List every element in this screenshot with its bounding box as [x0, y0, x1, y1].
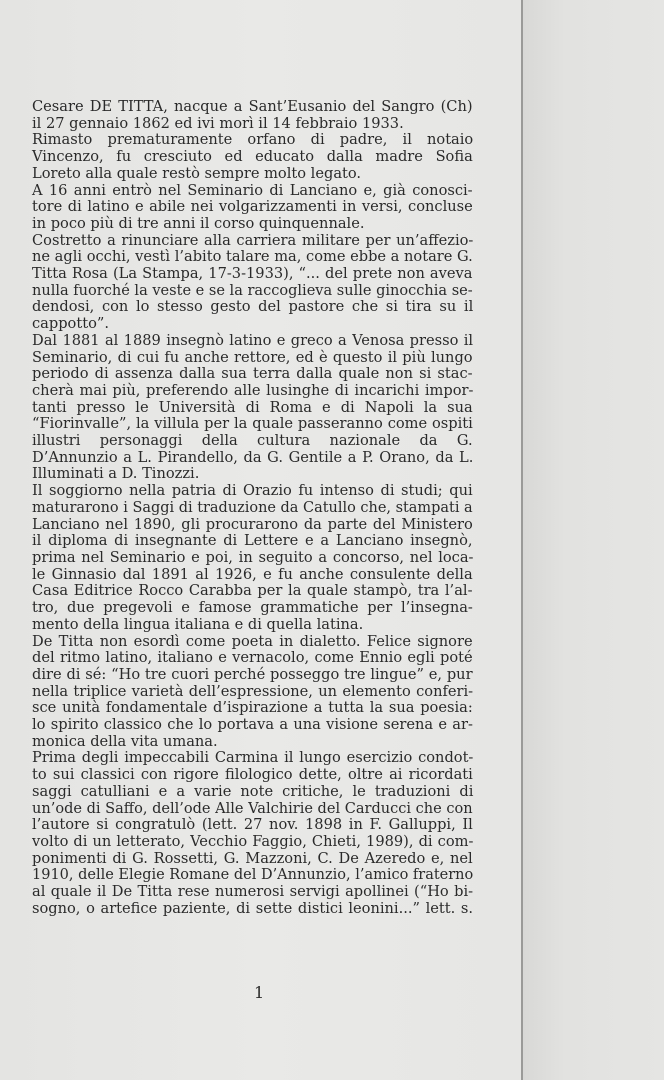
text-line: nulla fuorché la veste e se la raccoglieva sulle ginocchia se-: [32, 281, 473, 299]
text-line: Prima degli impeccabili Carmina il lungo esercizio condot-: [32, 749, 474, 767]
text-line: saggi catulliani e a varie note critiche, le traduzioni di: [32, 782, 474, 800]
paragraph-seminary: [32, 183, 473, 233]
text-line: “Fiorinvalle”, la villula per la quale passeranno come ospiti: [32, 415, 473, 433]
text-line: lo spirito classico che lo portava a una visione serena e ar-: [32, 716, 473, 734]
text-line: il diploma di insegnante di Lettere e a Lanciano insegnò,: [32, 532, 473, 550]
paragraph-translations: [32, 750, 473, 917]
text-line: dendosi, con lo stesso gesto del pastore che si tira su il: [32, 298, 474, 316]
text-line: ponimenti di G. Rossetti, G. Mazzoni, C. De Azeredo e, nel: [32, 849, 473, 867]
text-line: Cesare DE TITTA, nacque a Sant’Eusanio del Sangro (Ch): [32, 98, 473, 115]
text-line: prima nel Seminario e poi, in seguito a concorso, nel loca-: [32, 548, 474, 566]
paragraph-orphan: [32, 132, 473, 182]
text-line: mento della lingua italiana e di quella latina.: [32, 615, 364, 633]
text-line: Costretto a rinunciare alla carriera militare per un’affezio-: [32, 231, 474, 249]
paragraph-poet: [32, 634, 473, 751]
text-line: il 27 gennaio 1862 ed ivi morì il 14 febbraio 1933.: [32, 114, 404, 132]
paragraph-birth: [32, 99, 473, 132]
text-line: tro, due pregevoli e famose grammatiche per l’insegna-: [32, 599, 473, 617]
text-line: cherà mai più, preferendo alle lusinghe di incarichi impor-: [32, 381, 474, 399]
text-line: De Titta non esordì come poeta in dialetto. Felice signore: [32, 632, 473, 650]
text-line: Dal 1881 al 1889 insegnò latino e greco a Venosa presso il: [32, 331, 474, 349]
text-line: sogno, o artefice paziente, di sette distici leonini...” lett. s.: [32, 899, 474, 917]
text-line: to sui classici con rigore filologico dette, oltre ai ricordati: [32, 766, 473, 784]
text-line: Titta Rosa (La Stampa, 17-3-1933), “... del prete non aveva: [32, 265, 473, 283]
text-line: Illuminati a D. Tinozzi.: [32, 465, 200, 483]
text-line: in poco più di tre anni il corso quinquennale.: [32, 214, 365, 232]
text-line: tanti presso le Università di Roma e di Napoli la sua: [32, 398, 473, 416]
text-line: nella triplice varietà dell’espressione, un elemento conferi-: [32, 682, 474, 700]
text-line: periodo di assenza dalla sua terra dalla quale non si stac-: [32, 365, 473, 383]
paragraph-venosa: [32, 333, 473, 483]
text-line: illustri personaggi della cultura nazionale da G.: [32, 432, 473, 450]
text-line: maturarono i Saggi di traduzione da Catullo che, stampati a: [32, 498, 473, 516]
text-line: dire di sé: “Ho tre cuori perché posseggo tre lingue” e, pur: [32, 665, 473, 683]
text-line: Lanciano nel 1890, gli procurarono da parte del Ministero: [32, 515, 473, 533]
text-line: D’Annunzio a L. Pirandello, da G. Gentile a P. Orano, da L.: [32, 448, 474, 466]
paragraph-priesthood: [32, 233, 473, 333]
biography-text: [32, 99, 473, 917]
text-line: Casa Editrice Rocco Carabba per la quale stampò, tra l’al-: [32, 582, 473, 600]
text-line: ne agli occhi, vestì l’abito talare ma, come ebbe a notare G.: [32, 248, 473, 266]
text-line: sce unità fondamentale d’ispirazione a tutta la sua poesia:: [32, 699, 473, 717]
text-line: un’ode di Saffo, dell’ode Alle Valchirie del Carducci che con: [32, 799, 473, 817]
text-line: del ritmo latino, italiano e vernacolo, come Ennio egli poté: [32, 649, 473, 667]
text-line: 1910, delle Elegie Romane del D’Annunzio, l’amico fraterno: [32, 866, 474, 884]
text-line: l’autore si congratulò (lett. 27 nov. 1898 in F. Galluppi, Il: [32, 816, 473, 834]
text-line: Loreto alla quale restò sempre molto legato.: [32, 164, 362, 182]
text-line: A 16 anni entrò nel Seminario di Lanciano e, già conosci-: [32, 181, 473, 199]
text-line: volto di un letterato, Vecchio Faggio, Chieti, 1989), di com-: [32, 832, 474, 850]
paragraph-lanciano: [32, 483, 473, 633]
text-line: tore di latino e abile nei volgarizzamenti in versi, concluse: [32, 198, 473, 216]
text-line: le Ginnasio dal 1891 al 1926, e fu anche consulente della: [32, 565, 473, 583]
text-line: Vincenzo, fu cresciuto ed educato dalla madre Sofia: [32, 148, 473, 166]
text-line: Seminario, di cui fu anche rettore, ed è questo il più lungo: [32, 348, 473, 366]
text-line: monica della vita umana.: [32, 732, 218, 750]
adjacent-blank-page: [523, 0, 664, 1080]
text-line: Il soggiorno nella patria di Orazio fu intenso di studi; qui: [32, 482, 473, 500]
text-line: Rimasto prematuramente orfano di padre, il notaio: [32, 131, 474, 149]
page-number: 1: [254, 983, 265, 1002]
text-line: cappotto”.: [32, 315, 109, 333]
text-line: al quale il De Titta rese numerosi servigi apollinei (“Ho bi-: [32, 883, 474, 901]
